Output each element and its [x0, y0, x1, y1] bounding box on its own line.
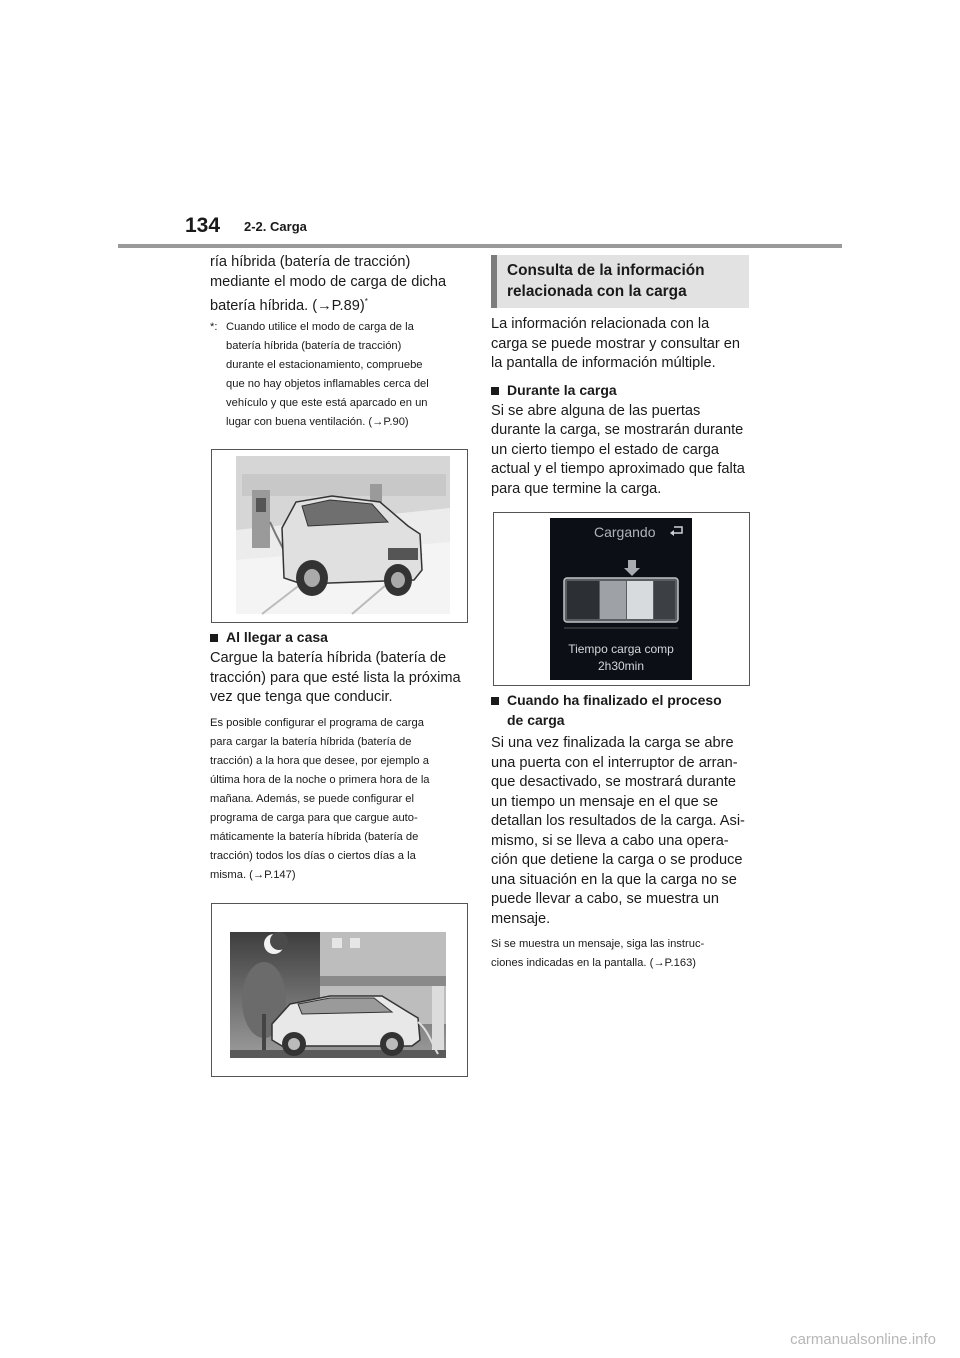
casa-paragraph [210, 649, 470, 708]
down-arrow-icon [624, 560, 640, 576]
heading-al-llegar-a-casa [210, 627, 470, 647]
right-intro-line: carga se puede mostrar y consultar en [491, 335, 741, 352]
square-bullet-icon [210, 627, 226, 647]
intro-line: ría híbrida (batería de tracción) [210, 254, 411, 270]
header-rule [118, 244, 842, 248]
left-column [210, 253, 470, 432]
home-night-charging-illustration [211, 903, 468, 1077]
footnote-mark: *: [210, 321, 218, 334]
square-bullet-icon [491, 380, 507, 400]
screen-title: Cargando [594, 524, 656, 540]
heading-text: Durante la carga [507, 381, 617, 398]
charging-screen-figure [493, 512, 750, 686]
heading-text: Al llegar a casa [226, 629, 328, 645]
section-heading-box [491, 255, 749, 308]
battery-cell [654, 581, 675, 619]
section-heading-line: Consulta de la información [507, 262, 705, 279]
casa-line: vez que tenga que conducir. [210, 689, 393, 705]
square-bullet-icon [491, 690, 507, 730]
finalizado-paragraph [491, 734, 755, 929]
intro-paragraph [210, 253, 470, 316]
footnote [210, 318, 470, 432]
footnote-line: batería híbrida (batería de tracción) [226, 340, 402, 353]
charge-time-label: Tiempo carga comp [568, 642, 674, 656]
footnote-line: durante el estacionamiento, compruebe [226, 359, 423, 372]
right-column-top [491, 315, 753, 505]
casa-small-line: tracción) a la hora que desee, por ejemplo a [210, 754, 429, 767]
footnote-text [226, 318, 429, 432]
durante-line: para que termine la carga. [491, 480, 662, 497]
back-arrow-head-icon [670, 530, 674, 536]
finalizado-line: Si una vez finalizada la carga se abre [491, 735, 734, 751]
intro-line: batería híbrida. (→P.89) [210, 297, 365, 314]
battery-cell [567, 581, 599, 619]
section-title: 2-2. Carga [244, 219, 307, 234]
battery-cell [627, 581, 653, 619]
footnote-line: que no hay objetos inflamables cerca del [226, 378, 429, 391]
right-intro-line: La información relacionada con la [491, 316, 710, 332]
right-intro-paragraph [491, 315, 753, 374]
finalizado-line: detallan los resultados de la carga. Asi- [491, 813, 745, 829]
heading-finalizado [491, 690, 755, 730]
finalizado-small-line: ciones indicadas en la pantalla. (→P.163) [491, 957, 697, 969]
durante-line: un cierto tiempo el estado de carga [491, 441, 719, 458]
finalizado-small-paragraph [491, 935, 755, 973]
casa-line: tracción) para que esté lista la próxima [210, 669, 461, 686]
casa-small-line: mañana. Además, se puede configurar el [210, 792, 414, 805]
heading-line: Cuando ha finalizado el proceso [507, 692, 722, 708]
section-al-llegar-a-casa [210, 627, 470, 885]
right-column-bottom [491, 690, 755, 973]
casa-small-line: tracción) todos los días o ciertos días a la [210, 849, 416, 862]
casa-small-line: misma. (→P.147) [210, 868, 296, 881]
charge-time-value: 2h30min [597, 659, 645, 673]
heading-text [507, 690, 722, 730]
heading-line: de carga [507, 712, 565, 728]
finalizado-line: mismo, si se lleva a cabo una opera- [491, 832, 729, 849]
battery-cell [600, 581, 626, 619]
footnote-line: Cuando utilice el modo de carga de la [226, 321, 414, 334]
finalizado-small-line: Si se muestra un mensaje, siga las instruc- [491, 938, 705, 950]
multi-info-display [550, 518, 692, 680]
heading-durante-la-carga [491, 380, 753, 400]
casa-small-line: programa de carga para que cargue auto- [210, 811, 418, 824]
casa-small-line: Es posible configurar el programa de carga [210, 716, 424, 729]
right-intro-line: la pantalla de información múltiple. [491, 355, 716, 371]
casa-small-paragraph [210, 714, 470, 885]
intro-line: mediante el modo de carga de dicha [210, 273, 447, 290]
home-night-drawing [212, 904, 467, 1076]
footnote-line: vehículo y que este está aparcado en un [226, 397, 428, 410]
finalizado-line: una puerta con el interruptor de arran- [491, 754, 738, 771]
durante-line: actual y el tiempo aproximado que falta [491, 461, 745, 477]
finalizado-line: que desactivado, se mostrará durante [491, 774, 736, 790]
footnote-line: lugar con buena ventilación. (→P.90) [226, 416, 409, 429]
finalizado-line: una situación en la que la carga no se [491, 871, 737, 888]
finalizado-line: puede llevar a cabo, se muestra un [491, 891, 719, 907]
charging-station-drawing [212, 450, 467, 622]
watermark: carmanualsonline.info [790, 1331, 936, 1348]
casa-line: Cargue la batería híbrida (batería de [210, 650, 447, 666]
footnote-ref: * [364, 297, 368, 306]
finalizado-line: ción que detiene la carga o se produce [491, 852, 743, 868]
casa-small-line: para cargar la batería híbrida (batería de [210, 735, 412, 748]
finalizado-line: mensaje. [491, 910, 551, 927]
section-heading-line: relacionada con la carga [507, 283, 687, 300]
finalizado-line: un tiempo un mensaje en el que se [491, 793, 719, 810]
charging-station-illustration [211, 449, 468, 623]
durante-line: durante la carga, se mostrarán durante [491, 422, 744, 438]
casa-small-line: máticamente la batería híbrida (batería de [210, 830, 419, 843]
casa-small-line: última hora de la noche o primera hora de la [210, 773, 430, 786]
durante-line: Si se abre alguna de las puertas [491, 402, 701, 419]
durante-paragraph [491, 402, 753, 500]
page-number: 134 [185, 214, 221, 237]
